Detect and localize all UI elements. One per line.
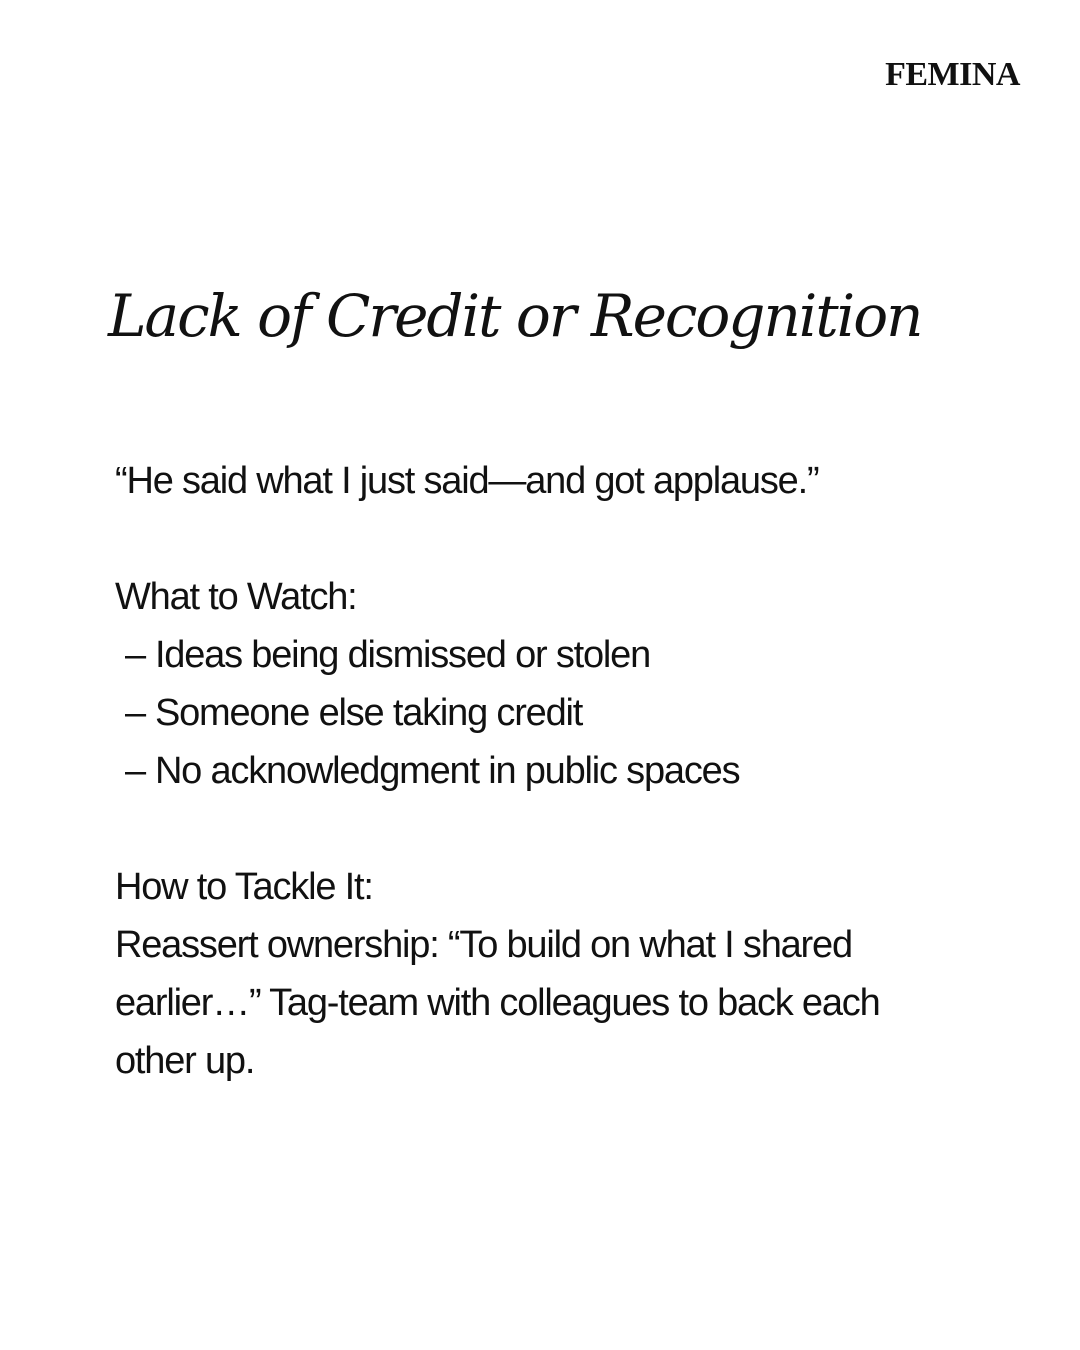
section-spacer — [115, 510, 995, 568]
what-to-watch-list — [115, 626, 995, 800]
list-item — [115, 626, 995, 684]
list-item-text: Someone else taking credit — [154, 692, 583, 734]
what-to-watch-heading: What to Watch: — [115, 576, 357, 618]
article-content — [115, 452, 995, 1090]
femina-logo: FEMINA — [885, 56, 1020, 93]
dash-marker: – — [125, 692, 145, 734]
dash-marker: – — [125, 750, 145, 792]
page-title: Lack of Credit or Recognition — [108, 282, 922, 350]
quote-text: “He said what I just said—and got applause.” — [115, 460, 819, 502]
list-item-text: Ideas being dismissed or stolen — [154, 634, 651, 676]
list-item — [115, 742, 995, 800]
how-to-tackle-heading: How to Tackle It: — [115, 866, 373, 908]
list-item — [115, 684, 995, 742]
section-spacer — [115, 800, 995, 858]
list-item-text: No acknowledgment in public spaces — [154, 750, 740, 792]
dash-marker: – — [125, 634, 145, 676]
how-to-tackle-body: Reassert ownership: “To build on what I shared earlier…” Tag-team with colleagues to back each other up. — [115, 924, 880, 1082]
